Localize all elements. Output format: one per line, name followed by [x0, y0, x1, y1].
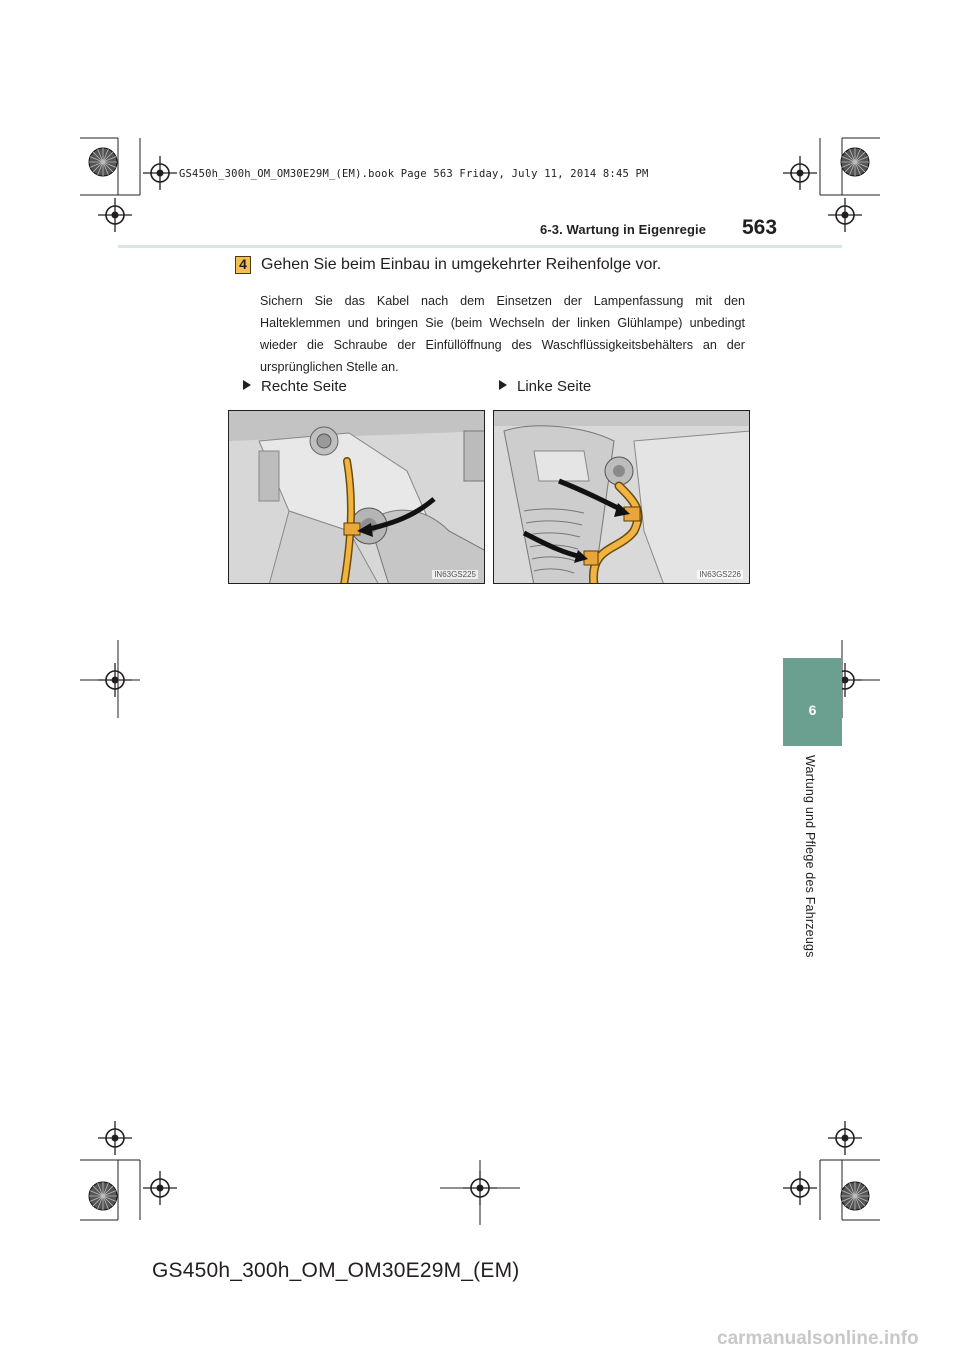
page-number: 563: [742, 216, 778, 239]
triangle-bullet-icon: [499, 380, 507, 390]
chapter-tab-title-text: Wartung und Pflege des Fahrzeugs: [803, 755, 817, 958]
step-instruction: Gehen Sie beim Einbau in umgekehrter Reihenfolge vor.: [261, 256, 662, 273]
illustration-heading-right: [243, 378, 347, 395]
chapter-tab-title: [779, 755, 847, 958]
illustration-right-side: [228, 410, 485, 584]
section-title: 6-3. Wartung in Eigenregie: [540, 222, 707, 237]
triangle-bullet-icon: [243, 380, 251, 390]
step-note: Sichern Sie das Kabel nach dem Einsetzen der Lampenfassung mit den Halteklemmen und bringen Sie (beim Wechseln der linken Glühlampe) unbedingt wieder die Schraube der Einfüllöffnung des Waschflüssigkeitsbehälters an der ursprünglichen Stelle an.: [260, 294, 745, 374]
document-code: GS450h_300h_OM_OM30E29M_(EM): [152, 1259, 520, 1282]
headlamp-left-drawing: [494, 411, 750, 584]
illustration-heading-left: [499, 378, 591, 395]
chapter-tab-number: 6: [808, 702, 817, 718]
heading-text: Rechte Seite: [261, 378, 347, 395]
headlamp-right-drawing: [229, 411, 485, 584]
watermark-text: carmanualsonline.info: [717, 1328, 919, 1349]
illustration-id: IN63GS225: [434, 570, 476, 579]
print-info-line: GS450h_300h_OM_OM30E29M_(EM).book Page 563 Friday, July 11, 2014 8:45 PM: [179, 168, 649, 180]
heading-text: Linke Seite: [517, 378, 592, 395]
illustration-id: IN63GS226: [699, 570, 741, 579]
step-number-badge: 4: [235, 256, 251, 274]
watermark: [713, 1322, 956, 1352]
header-rule: [118, 245, 842, 248]
illustration-left-side: [493, 410, 750, 584]
